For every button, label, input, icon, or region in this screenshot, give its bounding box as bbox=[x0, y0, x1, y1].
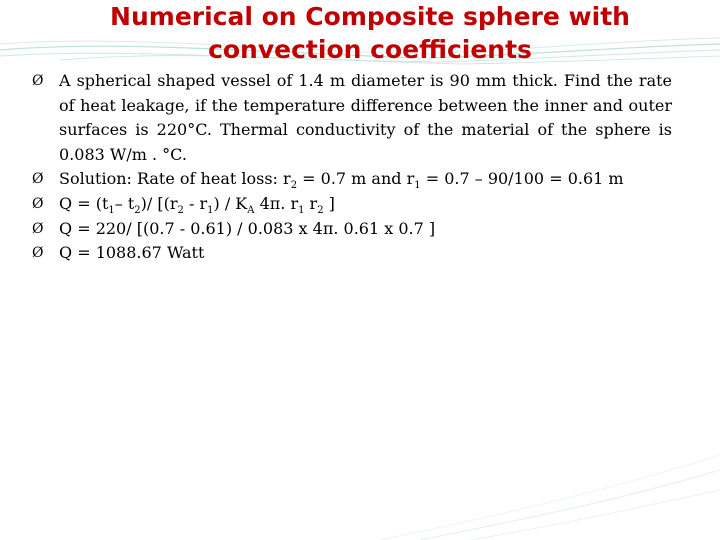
arrow-bullet-icon: Ø bbox=[32, 245, 44, 262]
bullet-list bbox=[32, 69, 672, 266]
result-text: Q = 1088.67 Watt bbox=[59, 243, 205, 263]
problem-statement: A spherical shaped vessel of 1.4 m diameter is 90 mm thick. Find the rate of heat leakage, if the temperature difference between the inner and outer surfaces is 220°C. Thermal conductivity of the material of the sphere is 0.083 W/m . °C. bbox=[59, 71, 672, 164]
formula-text: $Q = (t_1-$ $t_2)/$ [$(r_2 - r_1) / K_A$ 4π. $r_1$ $r_2$ ] bbox=[59, 193, 335, 217]
arrow-bullet-icon: Ø bbox=[32, 171, 44, 188]
bullet-item-solution bbox=[32, 167, 672, 192]
bullet-item-substitution bbox=[32, 217, 672, 242]
solution-text: Solution: Rate of heat loss: $r_2 = 0.7$ m and $r_1 = 0.7 - 90/100 = 0.61$ m bbox=[59, 169, 624, 192]
bullet-item-formula bbox=[32, 192, 672, 217]
bullet-item-result bbox=[32, 241, 672, 266]
substitution-text: Q = 220/ [(0.7 - 0.61) / 0.083 x 4π. 0.61 x 0.7 ] bbox=[59, 218, 436, 238]
arrow-bullet-icon: Ø bbox=[32, 73, 44, 89]
arrow-bullet-icon: Ø bbox=[32, 195, 44, 212]
bullet-item-problem bbox=[32, 69, 672, 167]
arrow-bullet-icon: Ø bbox=[32, 220, 44, 237]
slide-title: Numerical on Composite sphere with convection coefficients bbox=[110, 2, 630, 64]
